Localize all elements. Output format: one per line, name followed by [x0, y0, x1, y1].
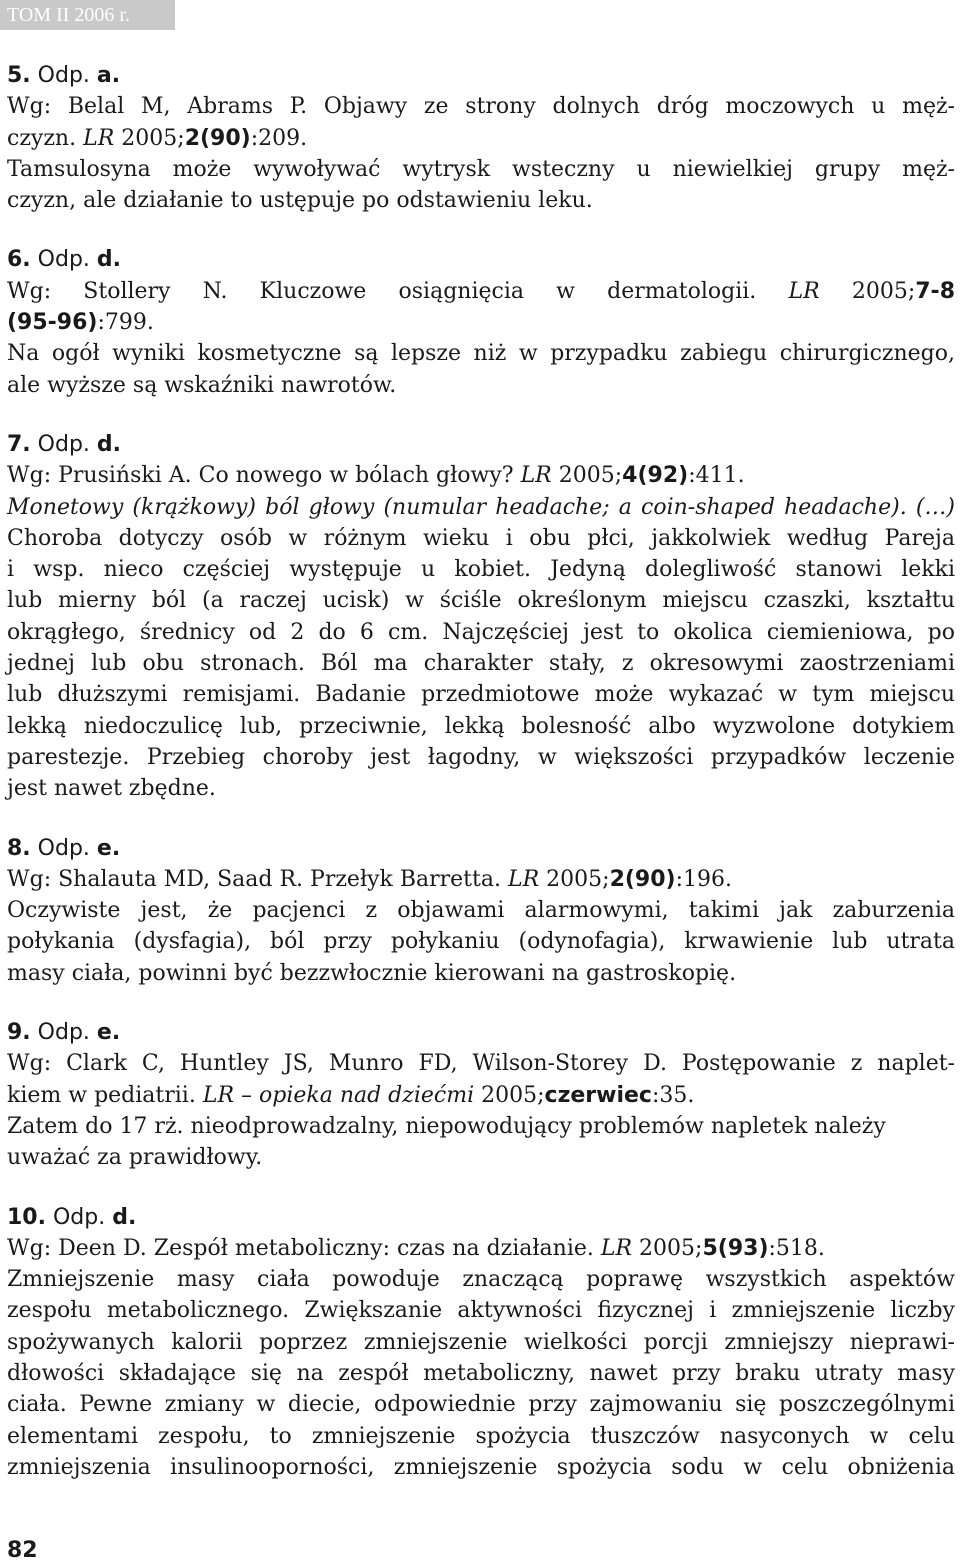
- text-run: Wg: Stollery N. Kluczowe osiągnięcia w dermatologii.: [7, 278, 789, 304]
- text-run: Wg: Belal M, Abrams P. Objawy ze strony dolnych dróg moczowych u męż-: [7, 94, 955, 120]
- question-number: 9.: [7, 1020, 31, 1046]
- text-run: zmniejszenia insulinooporności, zmniejszenie spożycia sodu w celu obniżenia: [7, 1454, 955, 1480]
- text-line: [7, 523, 955, 554]
- italic-text: LR: [83, 125, 115, 151]
- text-run: lekką niedoczulicę lub, przeciwnie, lekką bolesność albo wyzwolone dotykiem: [7, 713, 955, 739]
- text-run: kiem w pediatrii.: [7, 1082, 203, 1108]
- text-run: :799.: [97, 310, 154, 336]
- text-run: :411.: [688, 463, 745, 489]
- text-line: [7, 307, 955, 338]
- answer-letter: e.: [96, 1020, 121, 1046]
- question-number: 5.: [7, 63, 31, 88]
- text-line: [7, 185, 955, 216]
- italic-text: LR: [507, 866, 540, 892]
- text-line: [7, 1389, 955, 1420]
- volume-year-label: TOM II 2006 r.: [7, 4, 130, 26]
- answer-heading: [7, 833, 955, 864]
- text-line: [7, 1327, 955, 1358]
- text-run: okrągłego, średnicy od 2 do 6 cm. Najczęściej jest to okolica ciemieniowa, po: [7, 619, 955, 645]
- text-line: [7, 370, 955, 401]
- text-run: lub dłuższymi remisjami. Badanie przedmiotowe może wykazać w tym miejscu: [7, 682, 955, 708]
- question-number: 8.: [7, 835, 31, 861]
- bold-text: 7-8: [915, 278, 955, 304]
- text-line: [7, 554, 955, 585]
- text-run: :196.: [675, 866, 733, 892]
- bold-text: 5(93): [702, 1235, 769, 1261]
- text-run: Wg: Clark C, Huntley JS, Munro FD, Wilson-Storey D. Postępowanie z naplet-: [7, 1051, 955, 1077]
- bold-text: 2(90): [184, 125, 251, 151]
- text-line: [7, 91, 955, 122]
- text-run: Wg: Prusiński A. Co nowego w bólach głowy?: [7, 463, 521, 489]
- text-line: [7, 679, 955, 710]
- answer-section: [7, 244, 955, 400]
- bold-text: czerwiec: [544, 1082, 652, 1108]
- bold-text: 4(92): [622, 463, 689, 489]
- italic-text: Monetowy (krążkowy) ból głowy (numular headache; a coin-shaped headache). (…): [7, 494, 955, 520]
- answer-prefix: Odp.: [37, 63, 90, 88]
- text-run: Zmniejszenie masy ciała powoduje znaczącą poprawę wszystkich aspektów: [7, 1267, 955, 1293]
- answer-prefix: Odp.: [37, 431, 90, 457]
- text-line: [7, 1421, 955, 1452]
- text-run: uważać za prawidłowy.: [7, 1145, 263, 1171]
- answer-section: [7, 1202, 955, 1484]
- text-run: czyzn, ale działanie to ustępuje po odstawieniu leku.: [7, 188, 593, 214]
- text-run: zespołu metabolicznego. Zwiększanie aktywności fizycznej i zmniejszenie liczby: [7, 1298, 955, 1324]
- text-run: Oczywiste jest, że pacjenci z objawami alarmowymi, takimi jak zaburzenia: [7, 898, 955, 924]
- volume-year-header: [0, 0, 175, 30]
- text-line: [7, 617, 955, 648]
- text-line: [7, 492, 955, 523]
- answer-section: [7, 1017, 955, 1173]
- text-line: [7, 1111, 955, 1142]
- text-run: 2005;: [819, 278, 916, 304]
- answer-heading: [7, 1017, 955, 1048]
- text-line: [7, 648, 955, 679]
- text-run: Choroba dotyczy osób w różnym wieku i obu płci, jakkolwiek według Pareja: [7, 525, 955, 551]
- question-number: 10.: [7, 1204, 46, 1230]
- text-run: spożywanych kalorii poprzez zmniejszenie wielkości porcji zmniejszy nieprawi-: [7, 1329, 955, 1355]
- text-line: [7, 1295, 955, 1326]
- text-run: lub mierny ból (a raczej ucisk) w ściśle określonym miejscu czaszki, kształtu: [7, 588, 955, 614]
- answer-heading: [7, 60, 955, 91]
- text-run: :209.: [250, 125, 308, 151]
- text-run: Wg: Shalauta MD, Saad R. Przełyk Barretta.: [7, 866, 508, 892]
- italic-text: LR – opieka nad dziećmi: [202, 1082, 475, 1108]
- italic-text: LR: [520, 463, 552, 489]
- answer-prefix: Odp.: [37, 1020, 90, 1046]
- text-line: [7, 864, 955, 895]
- answer-letter: a.: [96, 63, 121, 88]
- text-line: [7, 1142, 955, 1173]
- answer-letter: e.: [96, 835, 121, 861]
- text-run: ciała. Pewne zmiany w diecie, odpowiednie przy zajmowaniu się poszczególnymi: [7, 1392, 955, 1418]
- text-line: [7, 1048, 955, 1079]
- text-line: [7, 338, 955, 369]
- answer-prefix: Odp.: [37, 247, 90, 273]
- text-line: [7, 742, 955, 773]
- text-line: [7, 460, 955, 491]
- italic-text: LR: [600, 1235, 633, 1261]
- answer-prefix: Odp.: [52, 1204, 106, 1230]
- text-line: [7, 958, 955, 989]
- text-line: [7, 123, 955, 154]
- answer-heading: [7, 429, 955, 460]
- text-run: 2005;: [114, 125, 185, 151]
- text-line: [7, 585, 955, 616]
- answer-heading: [7, 244, 955, 275]
- italic-text: LR: [788, 278, 820, 304]
- answer-prefix: Odp.: [37, 835, 90, 861]
- text-run: połykania (dysfagia), ból przy połykaniu (odynofagia), krwawienie lub utrata: [7, 929, 955, 955]
- text-line: [7, 276, 955, 307]
- answer-heading: [7, 1202, 955, 1233]
- page-number: 82: [7, 1538, 38, 1563]
- answer-section: [7, 833, 955, 989]
- text-run: parestezje. Przebieg choroby jest łagodny, w większości przypadków leczenie: [7, 744, 955, 770]
- question-number: 7.: [7, 431, 31, 457]
- text-line: [7, 1080, 955, 1111]
- text-run: Tamsulosyna może wywoływać wytrysk wsteczny u niewielkiej grupy męż-: [7, 156, 955, 182]
- text-line: [7, 773, 955, 804]
- text-run: :518.: [768, 1235, 825, 1261]
- text-run: 2005;: [474, 1082, 545, 1108]
- text-line: [7, 895, 955, 926]
- text-run: jednej lub obu stronach. Ból ma charakter stały, z okresowymi zaostrzeniami: [7, 651, 955, 677]
- text-run: Wg: Deen D. Zespół metaboliczny: czas na działanie.: [7, 1235, 601, 1261]
- text-run: i wsp. nieco częściej występuje u kobiet. Jedyną dolegliwość stanowi lekki: [7, 557, 955, 583]
- text-line: [7, 711, 955, 742]
- answer-letter: d.: [96, 247, 122, 273]
- text-line: [7, 1452, 955, 1483]
- text-run: dłowości składające się na zespół metaboliczny, nawet przy braku utraty masy: [7, 1360, 955, 1386]
- answer-section: [7, 429, 955, 805]
- bold-text: 2(90): [609, 866, 676, 892]
- text-run: :35.: [651, 1082, 695, 1108]
- text-line: [7, 154, 955, 185]
- text-run: Na ogół wyniki kosmetyczne są lepsze niż w przypadku zabiegu chirurgicznego,: [7, 341, 955, 367]
- text-run: jest nawet zbędne.: [7, 776, 216, 802]
- answer-letter: d.: [112, 1204, 137, 1230]
- answer-letter: d.: [96, 431, 122, 457]
- text-line: [7, 1264, 955, 1295]
- bold-text: (95-96): [7, 310, 98, 336]
- answer-section: [7, 60, 955, 216]
- text-run: 2005;: [539, 866, 610, 892]
- text-run: elementami zespołu, to zmniejszenie spożycia tłuszczów nasyconych w celu: [7, 1423, 955, 1449]
- text-line: [7, 1358, 955, 1389]
- text-run: czyzn.: [7, 125, 84, 151]
- text-run: 2005;: [551, 463, 623, 489]
- question-number: 6.: [7, 247, 31, 273]
- text-run: Zatem do 17 rż. nieodprowadzalny, niepowodujący problemów napletek należy: [7, 1113, 886, 1139]
- text-run: 2005;: [632, 1235, 703, 1261]
- text-run: masy ciała, powinni być bezzwłocznie kierowani na gastroskopię.: [7, 960, 737, 986]
- text-line: [7, 926, 955, 957]
- text-line: [7, 1233, 955, 1264]
- answers-content: [7, 60, 955, 1511]
- text-run: ale wyższe są wskaźniki nawrotów.: [7, 372, 397, 398]
